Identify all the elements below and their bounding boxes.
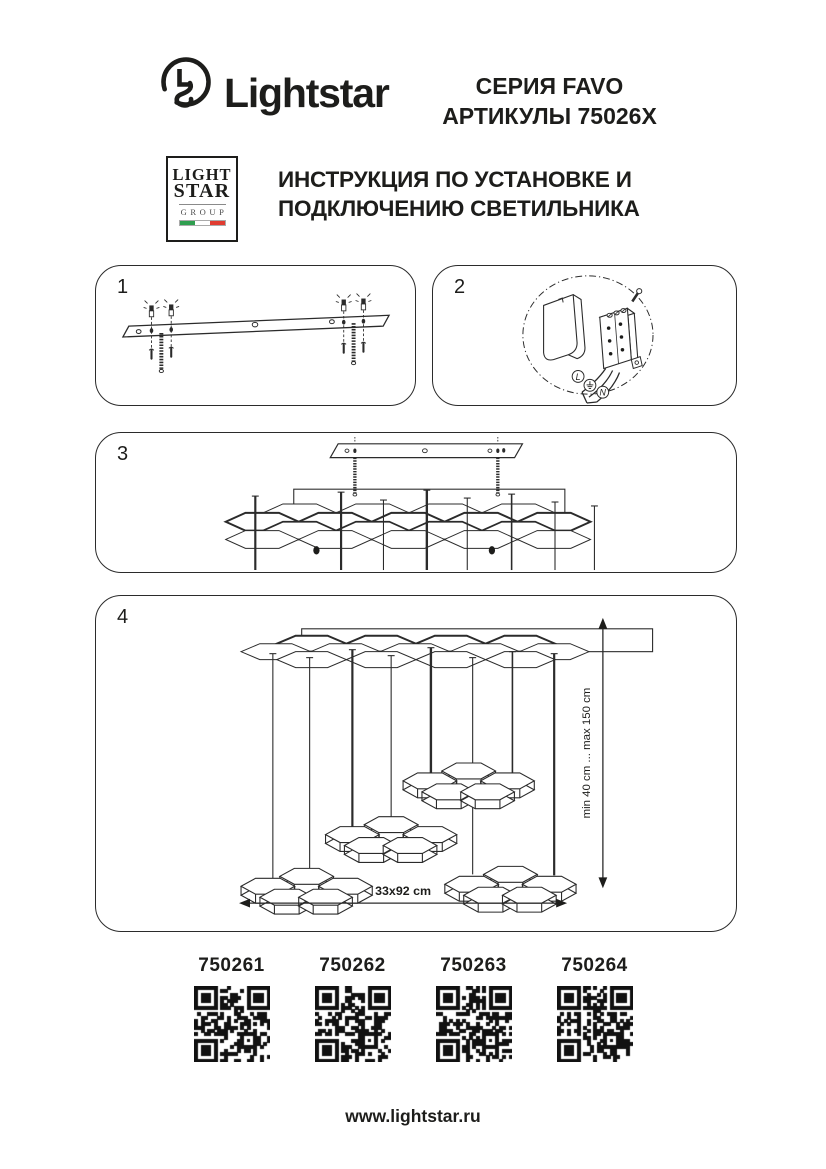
step2-drawing-wiring — [433, 266, 736, 405]
step3-drawing-assembly — [96, 433, 736, 572]
screw-icon — [169, 347, 174, 357]
step4-number: 4 — [117, 606, 129, 628]
qr-code-section — [0, 955, 826, 1062]
series-title: СЕРИЯ FAVO — [475, 73, 624, 99]
lightstar-group-badge — [166, 156, 238, 242]
qr-code — [315, 986, 391, 1062]
hex-cluster-upper-right — [403, 763, 534, 809]
cable-gripper — [489, 546, 495, 554]
screw-icon — [341, 343, 346, 353]
cable-gripper — [313, 546, 319, 554]
height-dimension-label: min 40 cm ... max 150 cm — [580, 687, 593, 819]
qr-item — [314, 955, 392, 1062]
step4-panel — [95, 595, 737, 932]
screw-icon — [149, 349, 154, 359]
instruction-heading-line2: ПОДКЛЮЧЕНИЮ СВЕТИЛЬНИКА — [278, 196, 640, 221]
qr-code — [436, 986, 512, 1062]
wire-label-neutral: N — [599, 387, 606, 398]
hex-cluster-middle — [326, 817, 457, 863]
step3-panel — [95, 432, 737, 573]
article-number: 750264 — [561, 955, 628, 976]
qr-item — [435, 955, 513, 1062]
brand-wordmark: Lightstar — [224, 70, 389, 116]
badge-light-text: LIGHT — [172, 165, 232, 184]
qr-item — [556, 955, 634, 1062]
qr-code — [194, 986, 270, 1062]
article-number: 750263 — [440, 955, 507, 976]
height-dimension — [581, 618, 607, 888]
hex-cluster-bottom-left — [241, 868, 372, 914]
instruction-heading-line1: ИНСТРУКЦИЯ ПО УСТАНОВКЕ И — [278, 167, 632, 192]
product-titles — [412, 71, 687, 131]
step1-number: 1 — [117, 276, 129, 298]
article-number: 750262 — [319, 955, 386, 976]
flag-red — [210, 221, 225, 225]
step1-drawing-mounting-plate — [96, 266, 415, 405]
ceiling-hex-cluster — [241, 636, 589, 668]
terminal-block — [600, 289, 642, 369]
wall-anchor-icon — [144, 301, 160, 317]
lightstar-bulb-icon — [159, 56, 217, 138]
badge-star-text: STAR — [173, 180, 231, 202]
flag-green — [180, 221, 195, 225]
hex-panel-cluster — [226, 504, 591, 548]
qr-item — [193, 955, 271, 1062]
instruction-heading — [278, 165, 640, 223]
step2-number: 2 — [454, 276, 466, 298]
wall-anchor-icon — [163, 300, 179, 316]
step4-drawing-height-adjustment — [96, 596, 736, 931]
step2-panel — [432, 265, 737, 406]
wall-anchor-icon — [336, 295, 352, 311]
article-number: 750261 — [198, 955, 265, 976]
qr-code — [557, 986, 633, 1062]
width-dimension-label: 33x92 cm — [375, 884, 432, 899]
wall-anchor-icon — [356, 294, 372, 310]
wire-label-live: L — [575, 371, 581, 382]
screw-icon — [361, 342, 366, 352]
badge-divider — [179, 204, 226, 205]
italian-flag-icon — [179, 220, 226, 226]
website-url: www.lightstar.ru — [345, 1106, 481, 1126]
articles-title: АРТИКУЛЫ 75026X — [442, 103, 657, 129]
flag-white — [195, 221, 210, 225]
junction-cover — [544, 295, 585, 360]
badge-group-text: GROUP — [180, 207, 228, 217]
step1-panel — [95, 265, 416, 406]
step3-number: 3 — [117, 443, 129, 465]
